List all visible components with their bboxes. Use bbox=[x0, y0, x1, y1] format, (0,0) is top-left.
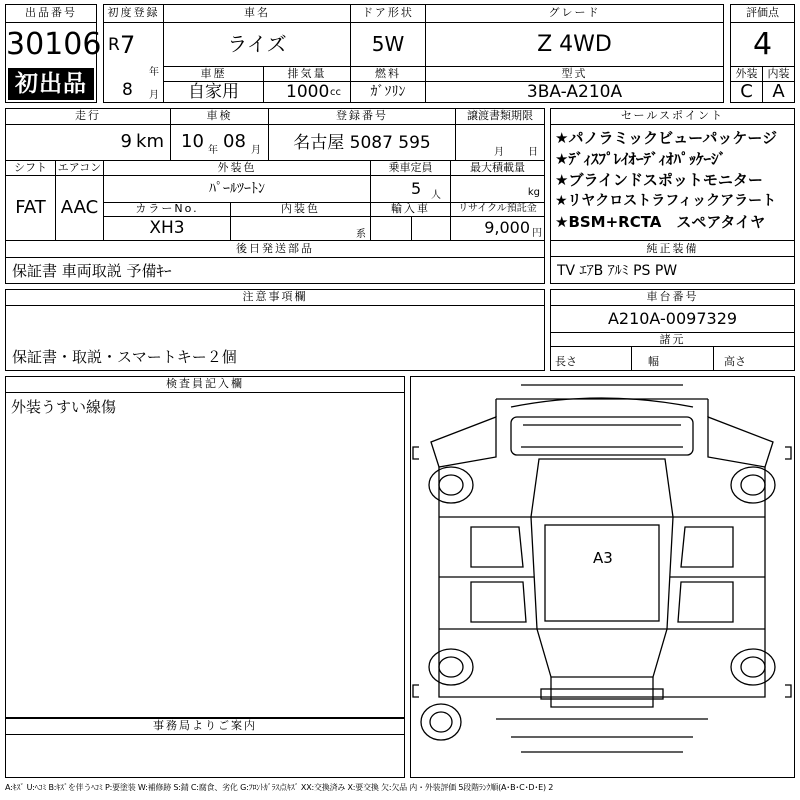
color-no-header: カラーNo. bbox=[104, 203, 231, 217]
dimension-height bbox=[714, 347, 794, 370]
grade-header: グレード bbox=[426, 5, 723, 23]
lot-box bbox=[5, 4, 102, 103]
score-value: 4 bbox=[752, 27, 773, 62]
equipment-value: TV ｴｱB ｱﾙﾐ PS PW bbox=[557, 263, 678, 279]
dimensions-header: 諸元 bbox=[551, 332, 794, 347]
exterior-color-header: 外装色 bbox=[104, 161, 371, 176]
interior-score-header: 内装 bbox=[763, 66, 794, 82]
import-cell bbox=[371, 217, 451, 240]
damage-mark: A3 bbox=[593, 549, 613, 567]
capacity-unit: 人 bbox=[431, 190, 441, 201]
dimension-width-label: 幅 bbox=[648, 355, 659, 368]
inspector-value: 外装うすい線傷 bbox=[11, 398, 117, 416]
import-header: 輸入車 bbox=[371, 203, 451, 217]
displacement-unit: cc bbox=[330, 87, 341, 98]
sales-points-box bbox=[550, 108, 795, 284]
recycle-cell bbox=[451, 217, 544, 240]
history-header: 車歴 bbox=[164, 66, 264, 82]
max-load-unit: kg bbox=[527, 187, 540, 198]
mileage-cell bbox=[6, 125, 171, 161]
grade: Z 4WD bbox=[537, 32, 612, 57]
chassis-box bbox=[550, 289, 795, 371]
shift-header: シフト bbox=[6, 161, 56, 176]
first-listing-badge: 初出品 bbox=[8, 68, 94, 100]
car-diagram-box bbox=[410, 376, 795, 778]
transfer-day-unit: 日 bbox=[528, 147, 538, 158]
displacement-header: 排気量 bbox=[264, 66, 351, 82]
detail-box bbox=[5, 108, 545, 258]
displacement-value: 1000 bbox=[286, 82, 330, 102]
lot-number-header: 出品番号 bbox=[6, 5, 96, 23]
mileage-value: 9 bbox=[120, 131, 132, 152]
exterior-score: C bbox=[731, 82, 763, 102]
fuel-header: 燃料 bbox=[351, 66, 426, 82]
inspection-header: 車検 bbox=[171, 109, 269, 125]
lot-number: 30106 bbox=[6, 27, 102, 62]
office-header: 事務局よりご案内 bbox=[6, 719, 404, 735]
registration-month: 8 bbox=[122, 80, 133, 100]
exterior-color-value: ﾊﾟｰﾙﾂｰﾄﾝ bbox=[104, 176, 371, 203]
transfer-cell bbox=[456, 125, 544, 161]
notes-value: 保証書・取説・スマートキー２個 bbox=[12, 348, 237, 366]
month-unit: 月 bbox=[149, 90, 159, 101]
notes-header: 注意事項欄 bbox=[6, 290, 544, 306]
car-name: ライズ bbox=[164, 23, 351, 66]
color-no-value: XH3 bbox=[104, 217, 231, 240]
year-unit: 年 bbox=[149, 67, 159, 78]
sales-points-list bbox=[555, 128, 793, 233]
capacity-value: 5 bbox=[411, 179, 422, 198]
sales-point-item: ★ブラインドスポットモニター bbox=[555, 171, 763, 189]
door-type: 5W bbox=[351, 23, 426, 66]
fuel-value: ｶﾞｿﾘﾝ bbox=[351, 82, 426, 102]
history-value: 自家用 bbox=[164, 82, 264, 102]
plate-value: 名古屋 5087 595 bbox=[269, 125, 456, 161]
inspector-box bbox=[5, 376, 405, 718]
interior-color-cell bbox=[231, 217, 371, 240]
model-code-header: 型式 bbox=[426, 66, 723, 82]
transfer-month-unit: 月 bbox=[494, 147, 504, 158]
exterior-score-header: 外装 bbox=[731, 66, 763, 82]
later-parts-header: 後日発送部品 bbox=[6, 240, 544, 257]
mileage-header: 走行 bbox=[6, 109, 171, 125]
dimension-length-label: 長さ bbox=[555, 355, 577, 368]
registration-year: 7 bbox=[120, 31, 136, 59]
sales-points-header: セールスポイント bbox=[551, 109, 794, 125]
dimension-length bbox=[551, 347, 632, 370]
inspection-year: 10 bbox=[181, 131, 204, 152]
legend-text: A:ｷｽﾞ U:ﾍｺﾐ B:ｷｽﾞを伴うﾍｺﾐ P:要塗装 W:補修跡 S:錆 C:腐食、劣化 G:ﾌﾛﾝﾄｶﾞﾗｽ点ｷｽﾞ XX:交換済み X:要交換 欠:欠品 内・外装評価 5段階ﾗﾝｸ順(A･B･C･D･E) 2 bbox=[5, 783, 554, 792]
score-box bbox=[730, 4, 795, 103]
inspection-year-unit: 年 bbox=[208, 145, 218, 156]
plate-header: 登録番号 bbox=[269, 109, 456, 125]
sales-point-item: ★リヤクロストラフィックアラート bbox=[555, 193, 777, 209]
recycle-unit: 円 bbox=[532, 228, 542, 239]
notes-box bbox=[5, 289, 545, 371]
inspection-cell bbox=[171, 125, 269, 161]
aircon-header: エアコン bbox=[56, 161, 104, 176]
recycle-header: リサイクル預託金 bbox=[451, 203, 544, 217]
dimension-height-label: 高さ bbox=[724, 355, 746, 368]
car-name-header: 車名 bbox=[164, 5, 351, 23]
recycle-value: 9,000 bbox=[484, 218, 530, 237]
sales-point-item: ★BSM+RCTA スペアタイヤ bbox=[555, 213, 766, 231]
model-code-value: 3BA-A210A bbox=[526, 82, 623, 102]
inspection-month: 08 bbox=[223, 131, 246, 152]
era-label: R bbox=[108, 35, 120, 55]
interior-color-header: 内装色 bbox=[231, 203, 371, 217]
first-registration-header: 初度登録 bbox=[104, 5, 164, 23]
sales-point-item: ★パノラミックビューパッケージ bbox=[555, 129, 778, 147]
interior-color-unit: 系 bbox=[356, 229, 366, 240]
aircon-value: AAC bbox=[56, 176, 104, 240]
capacity-header: 乗車定員 bbox=[371, 161, 451, 176]
score-header: 評価点 bbox=[731, 5, 794, 23]
inspector-header: 検査員記入欄 bbox=[6, 377, 404, 393]
inspection-month-unit: 月 bbox=[251, 145, 261, 156]
transfer-header: 譲渡書類期限 bbox=[456, 109, 544, 125]
car-header-box bbox=[103, 4, 724, 103]
dimension-width bbox=[632, 347, 714, 370]
displacement-cell bbox=[264, 82, 351, 102]
sales-point-item: ★ﾃﾞｨｽﾌﾟﾚｲｵｰﾃﾞｨｵﾊﾟｯｹｰｼﾞ bbox=[555, 150, 726, 168]
chassis-value: A210A-0097329 bbox=[607, 309, 738, 328]
max-load-cell bbox=[451, 176, 544, 203]
office-box bbox=[5, 718, 405, 778]
car-diagram bbox=[411, 377, 793, 776]
capacity-cell bbox=[371, 176, 451, 203]
chassis-header: 車台番号 bbox=[551, 290, 794, 306]
later-parts-box bbox=[5, 257, 545, 284]
door-type-header: ドア形状 bbox=[351, 5, 426, 23]
max-load-header: 最大積載量 bbox=[451, 161, 544, 176]
interior-score: A bbox=[772, 82, 785, 102]
shift-value: FAT bbox=[6, 176, 56, 240]
equipment-header: 純正装備 bbox=[551, 240, 794, 257]
mileage-unit: km bbox=[136, 131, 164, 152]
later-parts-value: 保証書 車両取説 予備ｷｰ bbox=[12, 262, 172, 280]
first-registration-cell bbox=[104, 23, 164, 102]
